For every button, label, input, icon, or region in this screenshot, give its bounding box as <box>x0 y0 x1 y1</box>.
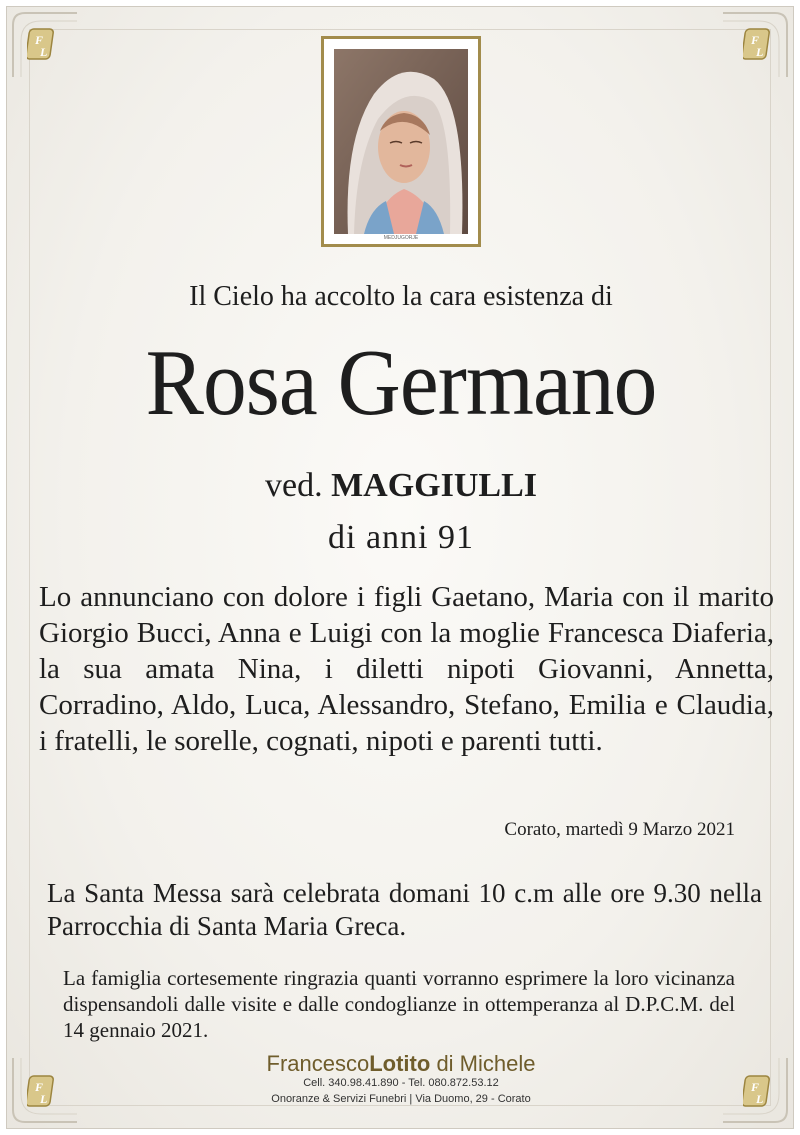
age-line: di anni 91 <box>328 519 474 556</box>
svg-text:F: F <box>751 33 760 47</box>
svg-text:F: F <box>35 1080 44 1094</box>
portrait-caption: MEDJUGORJE <box>383 235 419 241</box>
mass-paragraph: La Santa Messa sarà celebrata domani 10 c.m alle ore 9.30 nella Parrocchia di Santa Maria Greca. <box>47 878 762 941</box>
fl-logo-icon <box>743 27 773 61</box>
portrait-frame <box>321 36 481 247</box>
svg-text:L: L <box>40 1092 48 1106</box>
widow-prefix: ved. <box>264 467 323 504</box>
deceased-name: Rosa Germano <box>145 331 657 435</box>
svg-text:L: L <box>756 45 764 59</box>
madonna-portrait-image <box>334 49 468 234</box>
funeral-home-brand <box>7 1051 794 1077</box>
svg-text:L: L <box>40 45 48 59</box>
svg-text:F: F <box>751 1080 760 1094</box>
footer-phones: Cell. 340.98.41.890 - Tel. 080.872.53.12 <box>303 1077 499 1089</box>
brand-suffix: di Michele <box>436 1051 536 1076</box>
brand-first-name: Francesco <box>266 1051 370 1076</box>
footer-address: Onoranze & Servizi Funebri | Via Duomo, 29 - Corato <box>271 1093 531 1105</box>
svg-text:F: F <box>35 33 44 47</box>
fl-logo-icon <box>27 27 57 61</box>
svg-text:L: L <box>756 1092 764 1106</box>
widow-surname: MAGGIULLI <box>331 467 537 504</box>
brand-surname: Lotito <box>369 1051 431 1076</box>
funeral-notice <box>6 6 794 1129</box>
place-date: Corato, martedì 9 Marzo 2021 <box>504 819 735 840</box>
announcement-paragraph: Lo annunciano con dolore i figli Gaetano, Maria con il marito Giorgio Bucci, Anna e Luigi con la moglie Francesca Diaferia, la sua amata Nina, i diletti nipoti Giovanni, Annetta, Corradino, Aldo, Luca, Alessandro, Stefano, Emilia e Claudia, i fratelli, le sorelle, cognati, nipoti e parenti tutti. <box>39 581 774 757</box>
thanks-paragraph: La famiglia cortesemente ringrazia quanti vorranno esprimere la loro vicinanza dispensandoli dalle visite e dalle condoglianze in ottemperanza al D.P.C.M. del 14 gennaio 2021. <box>63 966 735 1042</box>
intro-line: Il Cielo ha accolto la cara esistenza di <box>189 281 613 312</box>
widow-of-line <box>7 467 794 505</box>
